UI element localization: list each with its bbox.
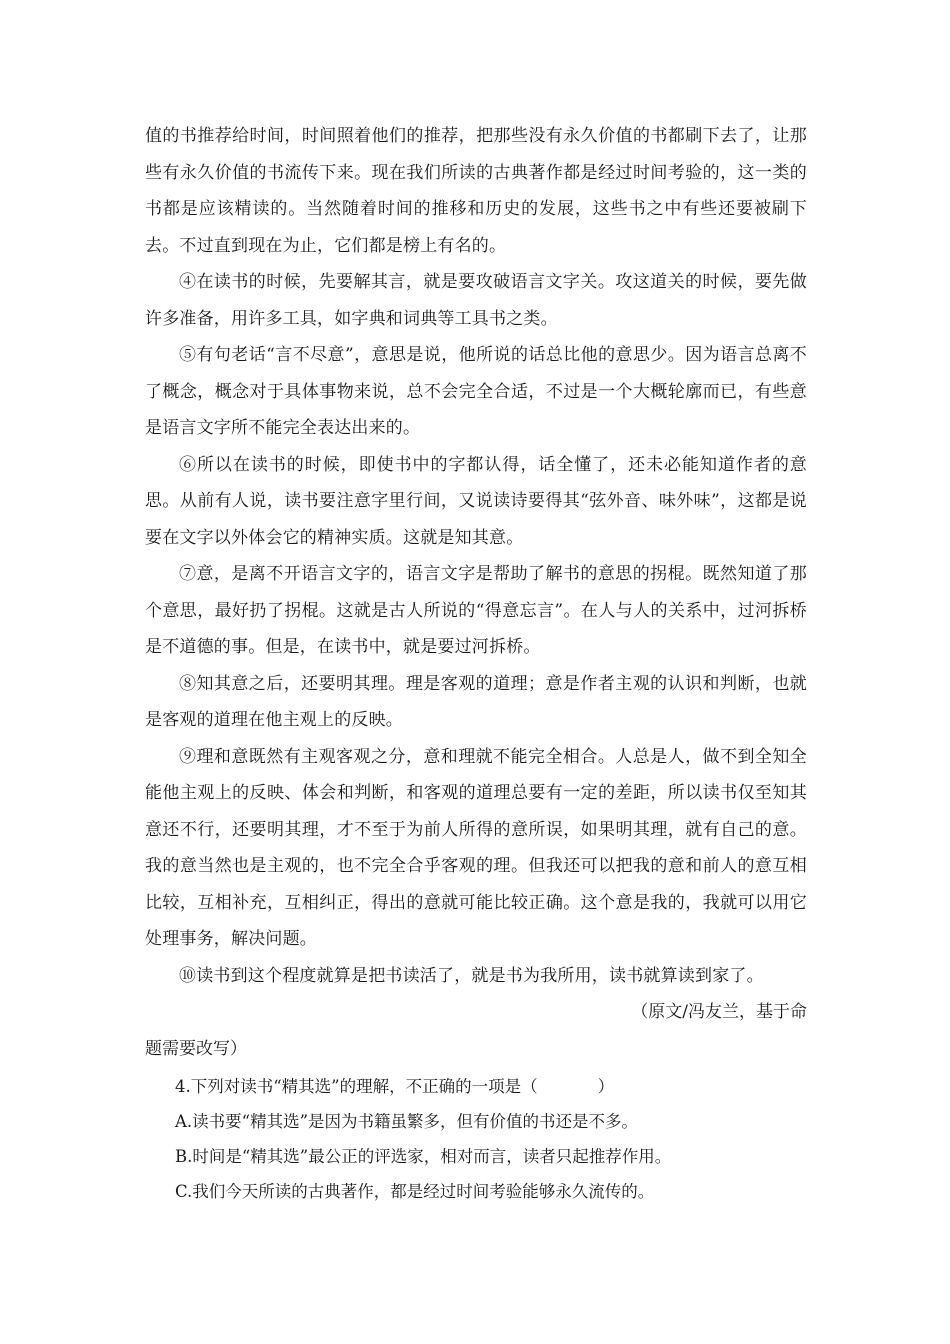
paragraph-9: ⑨理和意既然有主观客观之分，意和理就不能完全相合。人总是人，做不到全知全能他主观上的反映、体会和判断，和客观的道理总要有一定的差距，所以读书仅至知其意还不行，还要明其理，才不至于为前人所得的意所误，如果明其理，就有自己的意。我的意当然也是主观的，也不完全合乎客观的理。但我还可以把我的意和前人的意互相比较，互相补充，互相纠正，得出的意就可能比较正确。这个意是我的，我就可以用它处理事务，解决问题。 <box>145 746 807 949</box>
paragraph-8: ⑧知其意之后，还要明其理。理是客观的道理；意是作者主观的认识和判断，也就是客观的道理在他主观上的反映。 <box>145 673 807 730</box>
paragraph-6: ⑥所以在读书的时候，即使书中的字都认得，话全懂了，还未必能知道作者的意思。从前有人说，读书要注意字里行间，又说读诗要得其“弦外音、味外味”，这都是说要在文字以外体会它的精神实质。这就是知其意。 <box>145 454 807 548</box>
question-stem-close: ） <box>597 1077 615 1096</box>
paragraph-4: ④在读书的时候，先要解其言，就是要攻破语言文字关。攻这道关的时候，要先做许多准备，用许多工具，如字典和词典等工具书之类。 <box>145 272 807 329</box>
paragraph-10: ⑩读书到这个程度就算是把书读活了，就是书为我所用，读书就算读到家了。 <box>179 965 764 986</box>
source-attribution-line-2: 题需要改写） <box>145 1038 247 1059</box>
paragraph-3-continued: 值的书推荐给时间，时间照着他们的推荐，把那些没有永久价值的书都刷下去了，让那些有永久价值的书流传下来。现在我们所读的古典著作都是经过时间考验的，这一类的书都是应该精读的。当然随着时间的推移和历史的发展，这些书之中有些还要被刷下去。不过直到现在为止，它们都是榜上有名的。 <box>145 126 807 256</box>
question-4 <box>145 1069 807 1209</box>
paragraph-7: ⑦意，是离不开语言文字的，语言文字是帮助了解书的意思的拐棍。既然知道了那个意思，最好扔了拐棍。这就是古人所说的“得意忘言”。在人与人的关系中，过河拆桥是不道德的事。但是，在读书中，就是要过河拆桥。 <box>145 564 807 657</box>
option-b: B.时间是“精其选”最公正的评选家，相对而言，读者只起推荐作用。 <box>175 1147 672 1166</box>
question-stem-text: 4.下列对读书“精其选”的理解，不正确的一项是（ <box>175 1077 538 1096</box>
document-page <box>145 118 807 1209</box>
option-a: A.读书要“精其选”是因为书籍虽繁多，但有价值的书还是不多。 <box>175 1112 639 1131</box>
source-attribution-line-1: （原文/冯友兰，基于命 <box>631 1002 807 1022</box>
question-stem <box>145 1069 807 1104</box>
paragraph-5: ⑤有句老话“言不尽意”，意思是说，他所说的话总比他的意思少。因为语言总离不了概念，概念对于具体事物来说，总不会完全合适，不过是一个大概轮廓而已，有些意是语言文字所不能完全表达出来的。 <box>145 345 807 438</box>
option-c: C.我们今天所读的古典著作，都是经过时间考验能够永久流传的。 <box>175 1182 655 1201</box>
